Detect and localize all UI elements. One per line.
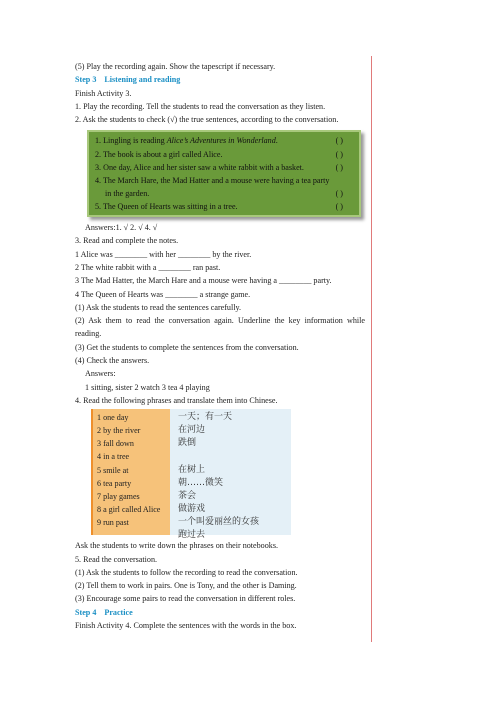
text-line: (3) Get the students to complete the sentences from the conversation. [75, 342, 299, 352]
phrase-item: 1 one day [97, 413, 129, 423]
translation-item: 在河边 [178, 425, 206, 436]
chinese-translation-list [170, 409, 260, 541]
book-title: Alice’s Adventures in Wonderland [166, 136, 276, 146]
text-line: 2 The white rabbit with a ________ ran past. [75, 262, 221, 272]
text-paragraph: (2) Ask them to read the conversation again. Underline the key information while reading. [75, 316, 365, 339]
translation-item: 做游戏 [178, 503, 206, 514]
translation-item: 跑过去 [178, 530, 206, 541]
lesson-content [75, 60, 365, 632]
text-line: Ask the students to write down the phrases on their notebooks. [75, 541, 278, 551]
answers-values: 1 sitting, sister 2 watch 3 tea 4 playing [85, 382, 210, 392]
phrase-item: 2 by the river [97, 426, 141, 436]
check-item-text: 5. The Queen of Hearts was sitting in a tree. [95, 201, 238, 211]
translation-item: 茶会 [178, 490, 197, 501]
check-item-text: 3. One day, Alice and her sister saw a white rabbit with a basket. [95, 162, 304, 172]
english-phrase-list [91, 409, 170, 535]
phrase-item: 4 in a tree [97, 452, 130, 462]
answer-bracket: ( ) [335, 149, 343, 159]
phrase-item: 8 a girl called Alice [97, 504, 161, 514]
translation-item: 跌倒 [178, 438, 197, 449]
check-item-text: 1. Lingling is reading [95, 136, 167, 146]
true-false-box [87, 130, 361, 217]
answers-line: Answers:1. √ 2. √ 4. √ [85, 223, 158, 233]
translation-item: 在树上 [178, 464, 206, 475]
check-item [89, 200, 359, 213]
text-line: (3) Encourage some pairs to read the conversation in different roles. [75, 594, 296, 604]
phrase-item: 3 fall down [97, 439, 134, 449]
margin-rule [371, 56, 372, 642]
text-line: 3 The Mad Hatter, the March Hare and a mouse were having a ________ party. [75, 276, 332, 286]
phrase-translation-box [91, 409, 291, 541]
check-item [89, 187, 359, 200]
answer-bracket: ( ) [335, 201, 343, 211]
text-line: Finish Activity 4. Complete the sentences with the words in the box. [75, 620, 297, 630]
answer-bracket: ( ) [335, 162, 343, 172]
text-line: (2) Tell them to work in pairs. One is Tony, and the other is Daming. [75, 581, 297, 591]
text-line: 3. Read and complete the notes. [75, 236, 179, 246]
phrase-item: 7 play games [97, 491, 140, 501]
phrase-item: 9 run past [97, 517, 129, 527]
text-line: 4. Read the following phrases and translate them into Chinese. [75, 395, 278, 405]
text-line: 1 Alice was ________ with her ________ by the river. [75, 249, 252, 259]
text-line: (4) Check the answers. [75, 356, 150, 366]
step4-heading [75, 606, 365, 619]
text-line: (1) Ask the students to follow the recording to read the conversation. [75, 567, 298, 577]
check-item-text: . [275, 136, 278, 146]
step4-number: Step 4 [75, 607, 97, 617]
answer-bracket: ( ) [335, 136, 343, 146]
text-line: 5. Read the conversation. [75, 554, 158, 564]
translation-item: 一个叫爱丽丝的女孩 [178, 516, 260, 527]
check-item-text: 4. The March Hare, the Mad Hatter and a mouse were having a tea party [95, 175, 330, 185]
check-item [89, 148, 359, 161]
check-item-text: 2. The book is about a girl called Alice. [95, 149, 223, 159]
check-item [89, 174, 359, 187]
check-item [89, 134, 359, 147]
text-line: (1) Ask the students to read the sentences carefully. [75, 302, 242, 312]
step3-heading [75, 73, 365, 86]
answer-bracket: ( ) [335, 188, 343, 198]
phrase-item: 5 smile at [97, 465, 129, 475]
text-line: 1. Play the recording. Tell the students to read the conversation as they listen. [75, 101, 326, 111]
text-line: (5) Play the recording again. Show the tapescript if necessary. [75, 62, 276, 71]
translation-item: 一天；有一天 [178, 412, 233, 423]
phrase-item: 6 tea party [97, 478, 132, 488]
check-item [89, 161, 359, 174]
step3-number: Step 3 [75, 75, 97, 85]
translation-item: 朝……微笑 [178, 477, 224, 488]
check-item-text: in the garden. [105, 188, 150, 198]
text-line: Finish Activity 3. [75, 88, 132, 98]
text-line: 2. Ask the students to check (√) the true sentences, according to the conversation. [75, 115, 339, 125]
answers-label: Answers: [85, 369, 116, 379]
step3-title: Listening and reading [104, 75, 181, 85]
step4-title: Practice [104, 607, 133, 617]
text-line: 4 The Queen of Hearts was ________ a strange game. [75, 289, 251, 299]
